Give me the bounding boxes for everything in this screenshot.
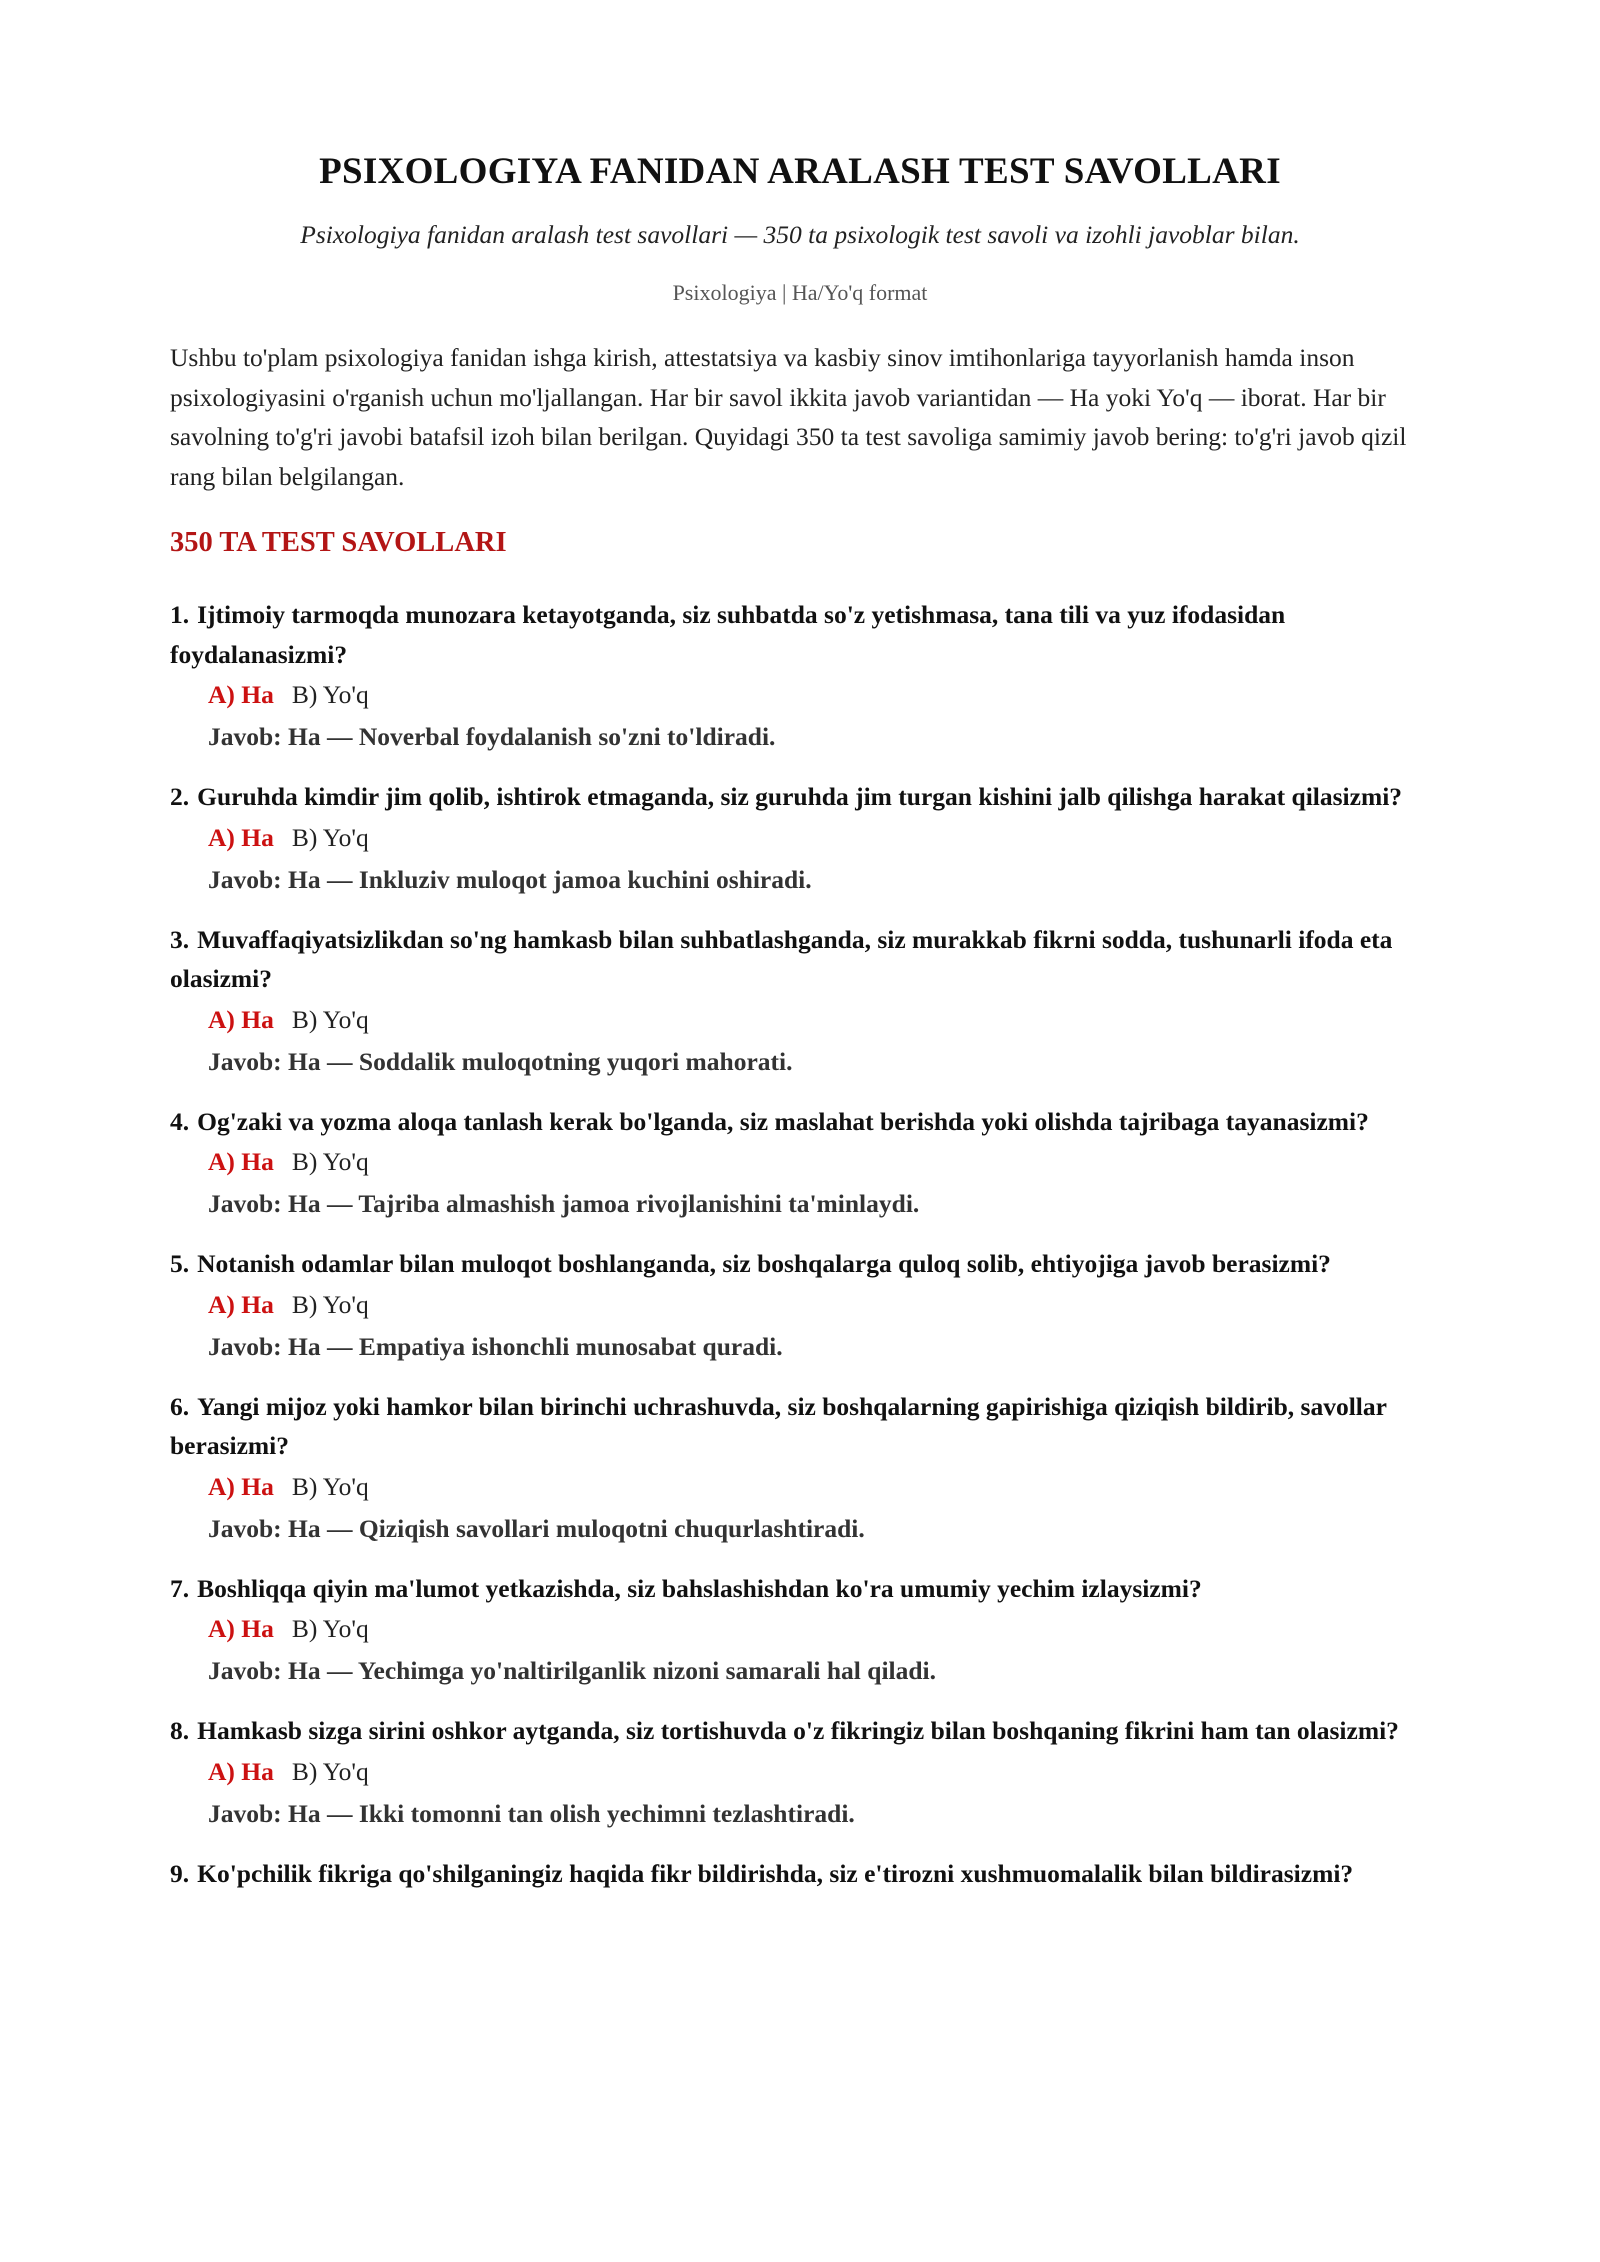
answer-explanation: Javob: Ha — Tajriba almashish jamoa rivojlanishini ta'minlaydi. [208, 1189, 920, 1218]
section-heading: 350 TA TEST SAVOLLARI [170, 527, 507, 558]
answer-explanation: Javob: Ha — Noverbal foydalanish so'zni to'ldiradi. [208, 722, 776, 751]
question-number: 8. [170, 1716, 190, 1745]
answer-options [208, 1608, 1430, 1650]
option-a-correct: A) Ha [208, 1004, 274, 1034]
option-a-correct: A) Ha [208, 1614, 274, 1643]
question-number: 1. [170, 600, 190, 629]
option-a-correct: A) Ha [208, 1756, 274, 1786]
question-text-line [170, 1569, 1430, 1609]
question-number: 5. [170, 1249, 190, 1278]
option-b: B) Yo'q [291, 822, 369, 852]
option-a-correct: A) Ha [208, 1147, 274, 1176]
question-number: 3. [170, 924, 190, 954]
question-text-line [170, 1387, 1430, 1466]
option-a-correct: A) Ha [208, 1289, 274, 1319]
question-number: 6. [170, 1391, 190, 1421]
question-text-line [170, 1854, 1430, 1894]
answer-options [208, 1466, 1430, 1508]
question-text-line [170, 1102, 1430, 1142]
option-a-correct: A) Ha [208, 1471, 274, 1501]
question-text: Ijtimoiy tarmoqda munozara ketayotganda, siz suhbatda so'z yetishmasa, tana tili va yuz ifodasidan foydalanasizmi? [170, 600, 1286, 669]
document-subtitle: Psixologiya fanidan aralash test savollari — 350 ta psixologik test savoli va izohli javoblar bilan. [300, 220, 1300, 249]
intro-paragraph: Ushbu to'plam psixologiya fanidan ishga kirish, attestatsiya va kasbiy sinov imtihonlariga tayyorlanish hamda inson psixologiyasini o'rganish uchun mo'ljallangan. Har bir savol ikkita javob variantidan — Ha yoki Yo'q — iborat. Har bir savolning to'g'ri javobi batafsil izoh bilan berilgan. Quyidagi 350 ta test savoliga samimiy javob bering: to'g'ri javob qizil rang bilan belgilangan. [170, 343, 1407, 491]
answer-options [208, 999, 1430, 1041]
question-text: Ko'pchilik fikriga qo'shilganingiz haqida fikr bildirishda, siz e'tirozni xushmuomalalik bilan bildirasizmi? [197, 1858, 1354, 1888]
question-text: Hamkasb sizga sirini oshkor aytganda, siz tortishuvda o'z fikringiz bilan boshqaning fikrini ham tan olasizmi? [197, 1716, 1399, 1745]
answer-explanation: Javob: Ha — Yechimga yo'naltirilganlik nizoni samarali hal qiladi. [208, 1656, 937, 1685]
question-number: 7. [170, 1573, 190, 1603]
option-a-correct: A) Ha [208, 680, 274, 709]
answer-explanation: Javob: Ha — Ikki tomonni tan olish yechimni tezlashtiradi. [208, 1798, 855, 1828]
option-a-correct: A) Ha [208, 822, 274, 852]
document-meta: Psixologiya | Ha/Yo'q format [672, 280, 928, 305]
question-text-line [170, 1711, 1430, 1751]
question-list [170, 595, 1430, 1893]
question-text-line [170, 595, 1430, 674]
document-title: PSIXOLOGIYA FANIDAN ARALASH TEST SAVOLLARI [319, 151, 1281, 192]
question-text: Notanish odamlar bilan muloqot boshlanganda, siz boshqalarga quloq solib, ehtiyojiga javob berasizmi? [197, 1249, 1331, 1278]
answer-options [208, 1141, 1430, 1183]
answer-options [208, 674, 1430, 716]
question-item [170, 1102, 1430, 1226]
question-text: Og'zaki va yozma aloqa tanlash kerak bo'lganda, siz maslahat berishda yoki olishda tajribaga tayanasizmi? [197, 1106, 1369, 1136]
option-b: B) Yo'q [291, 1147, 369, 1176]
question-text-line [170, 777, 1430, 817]
answer-explanation: Javob: Ha — Qiziqish savollari muloqotni chuqurlashtiradi. [208, 1513, 865, 1543]
option-b: B) Yo'q [291, 1756, 369, 1786]
question-item [170, 1854, 1430, 1894]
question-text-line [170, 920, 1430, 999]
question-item [170, 1244, 1430, 1368]
answer-explanation: Javob: Ha — Inkluziv muloqot jamoa kuchini oshiradi. [208, 864, 812, 894]
question-text: Boshliqqa qiyin ma'lumot yetkazishda, siz bahslashishdan ko'ra umumiy yechim izlaysizmi? [197, 1573, 1202, 1603]
question-text: Yangi mijoz yoki hamkor bilan birinchi uchrashuvda, siz boshqalarning gapirishiga qiziqish bildirib, savollar berasizmi? [170, 1391, 1387, 1460]
answer-explanation: Javob: Ha — Soddalik muloqotning yuqori mahorati. [208, 1046, 793, 1076]
answer-explanation: Javob: Ha — Empatiya ishonchli munosabat quradi. [208, 1331, 783, 1361]
option-b: B) Yo'q [291, 1289, 369, 1319]
question-number: 2. [170, 782, 190, 811]
question-item [170, 777, 1430, 901]
option-b: B) Yo'q [291, 1471, 369, 1501]
question-item [170, 1569, 1430, 1693]
question-item [170, 920, 1430, 1083]
answer-options [208, 1284, 1430, 1326]
question-item [170, 1387, 1430, 1550]
question-item [170, 1711, 1430, 1835]
question-text: Muvaffaqiyatsizlikdan so'ng hamkasb bilan suhbatlashganda, siz murakkab fikrni sodda, tushunarli ifoda eta olasizmi? [170, 924, 1393, 993]
question-text: Guruhda kimdir jim qolib, ishtirok etmaganda, siz guruhda jim turgan kishini jalb qilishga harakat qilasizmi? [197, 782, 1403, 811]
option-b: B) Yo'q [291, 680, 369, 709]
question-item [170, 595, 1430, 758]
question-text-line [170, 1244, 1430, 1284]
question-number: 4. [170, 1106, 190, 1136]
answer-options [208, 817, 1430, 859]
option-b: B) Yo'q [291, 1614, 369, 1643]
document-content [170, 150, 1430, 1912]
answer-options [208, 1751, 1430, 1793]
question-number: 9. [170, 1858, 190, 1888]
option-b: B) Yo'q [291, 1004, 369, 1034]
